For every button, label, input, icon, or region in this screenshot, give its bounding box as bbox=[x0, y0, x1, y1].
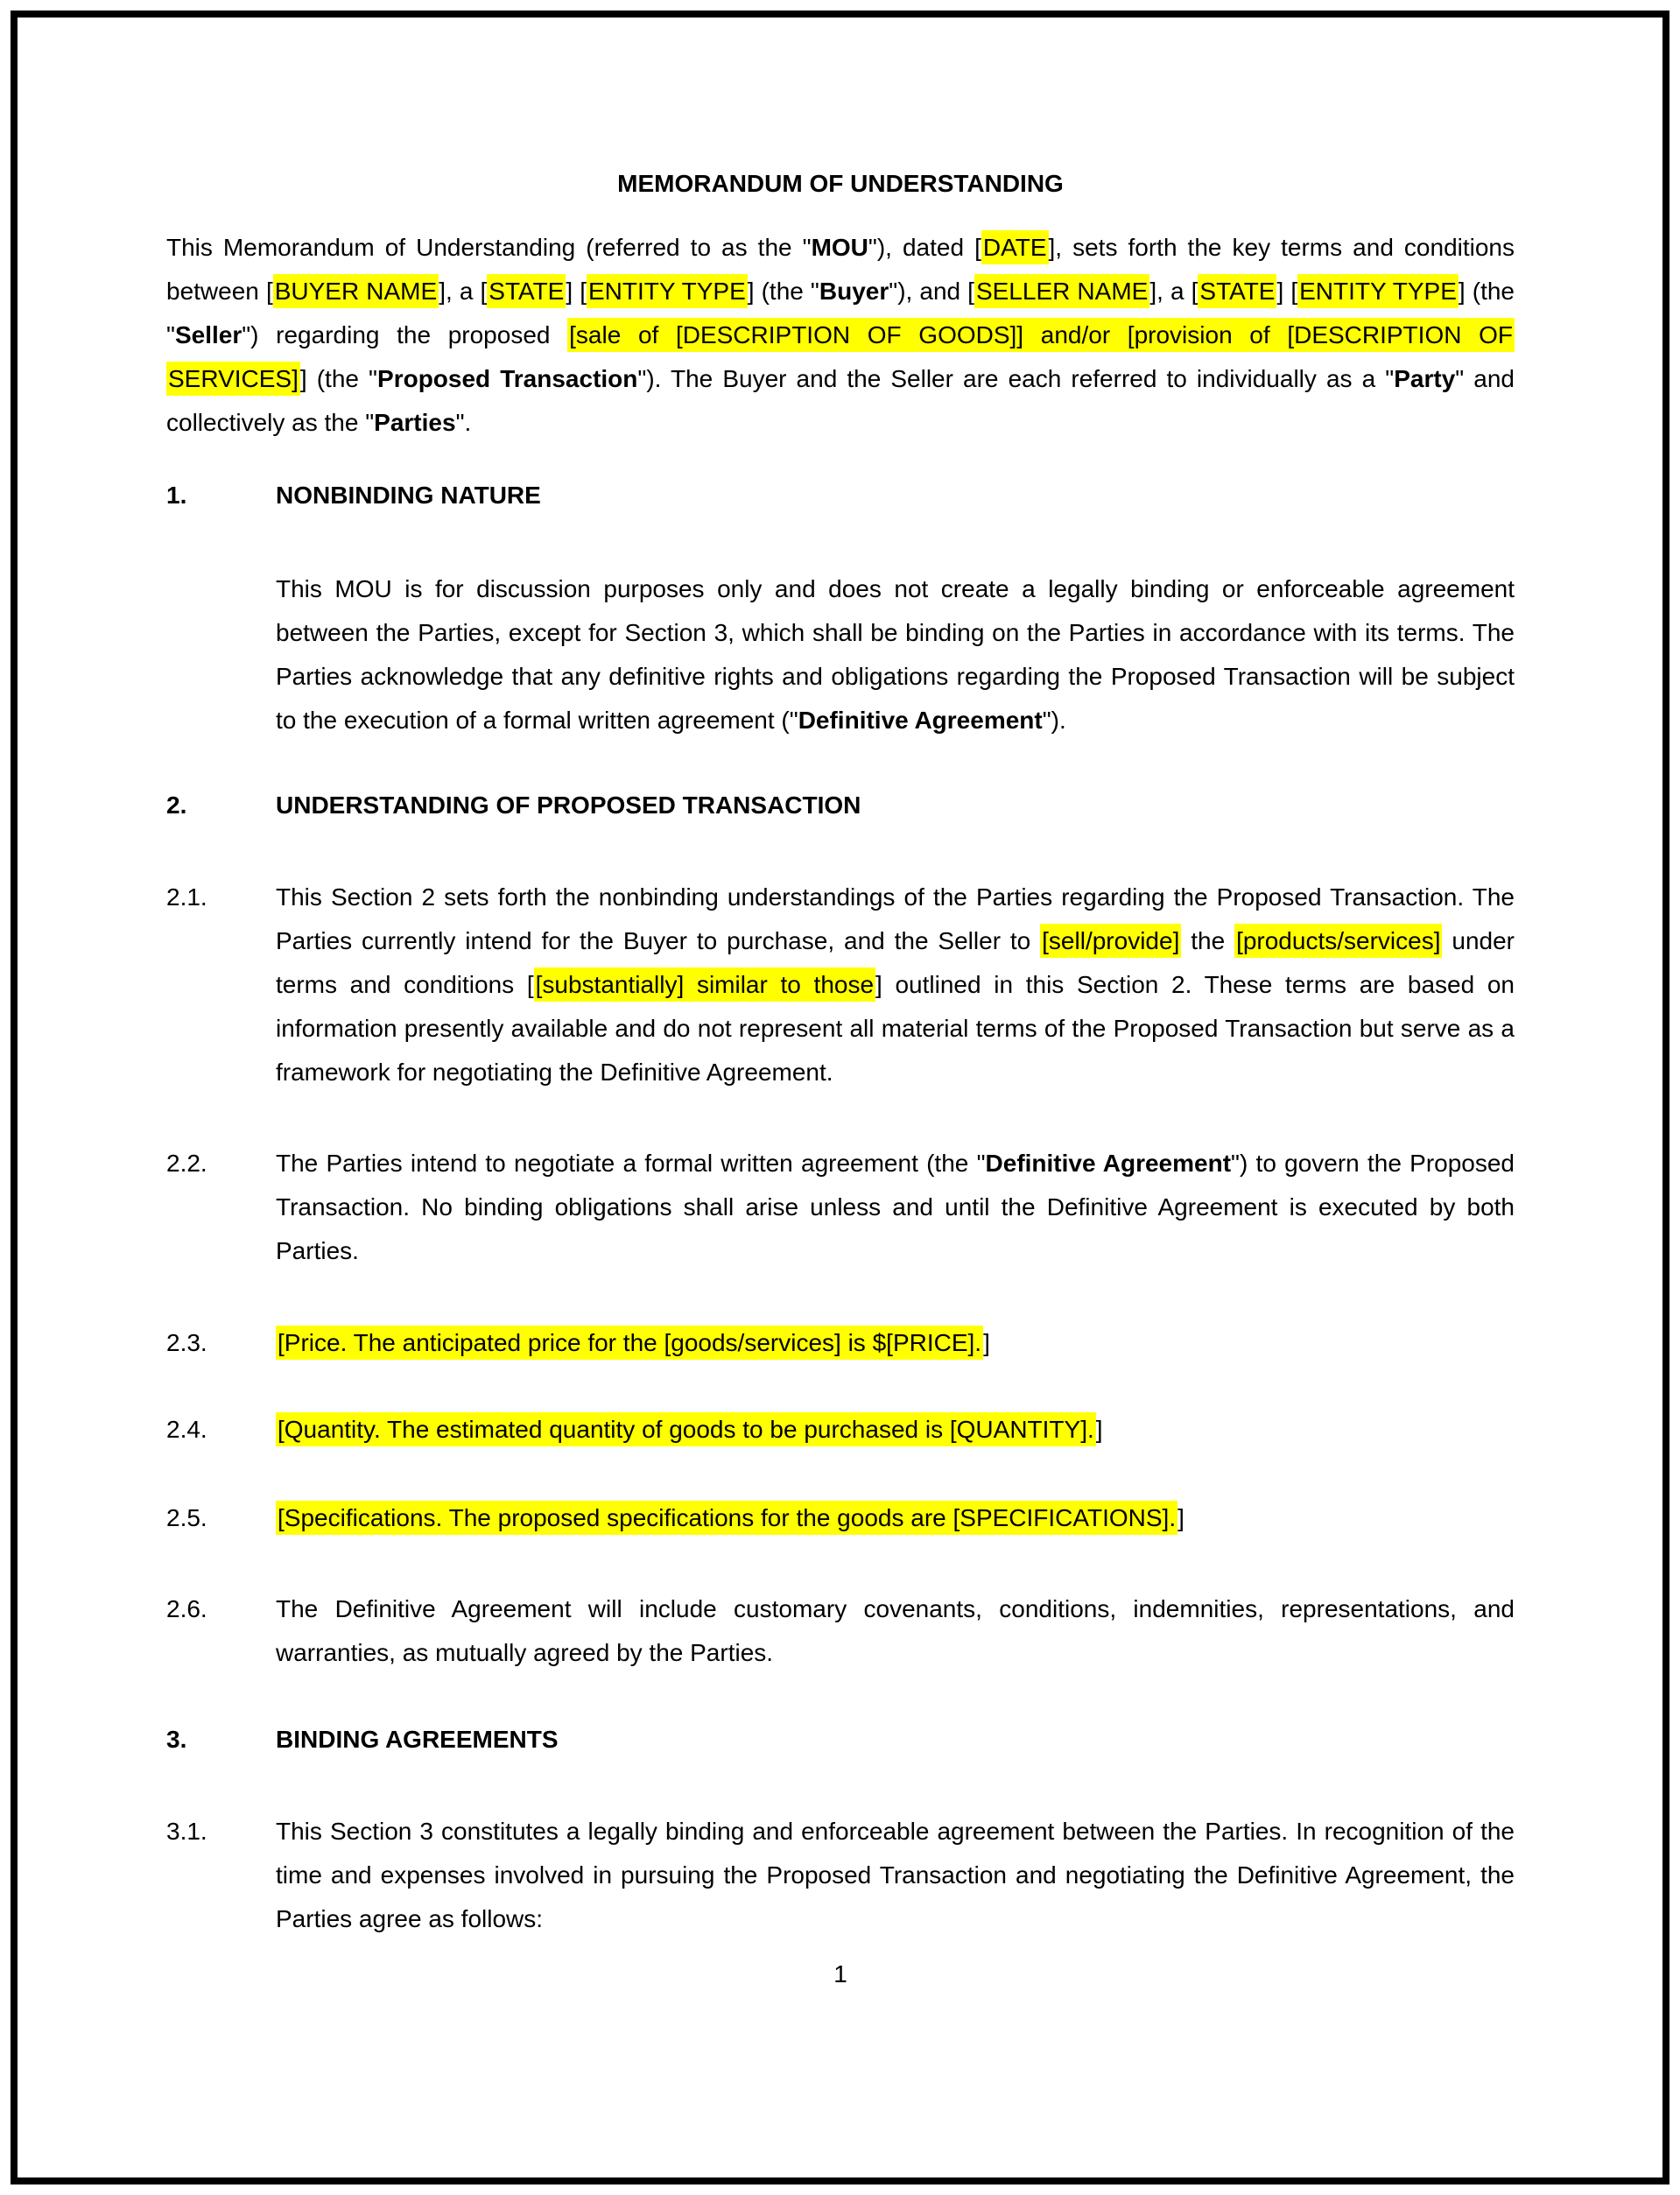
clause-2-1 bbox=[166, 876, 1515, 1094]
clause-number: 2.3. bbox=[166, 1329, 207, 1356]
section-number: 1. bbox=[166, 482, 187, 509]
section-title: BINDING AGREEMENTS bbox=[276, 1726, 559, 1753]
clause-2-2 bbox=[166, 1142, 1515, 1273]
clause-2-5 bbox=[166, 1496, 1515, 1540]
clause-text: [Specifications. The proposed specifications for the goods are [SPECIFICATIONS].] bbox=[276, 1496, 1515, 1540]
clause-text: The Definitive Agreement will include customary covenants, conditions, indemnities, representations, and warranties, as mutually agreed by the Parties. bbox=[276, 1595, 1515, 1666]
section-title: UNDERSTANDING OF PROPOSED TRANSACTION bbox=[276, 791, 861, 819]
clause-number: 2.6. bbox=[166, 1595, 207, 1622]
page-number: 1 bbox=[833, 1960, 847, 1987]
section-1-heading bbox=[166, 474, 1515, 517]
clause-1-body bbox=[166, 567, 1515, 742]
section-title: NONBINDING NATURE bbox=[276, 482, 541, 509]
clause-text: [Quantity. The estimated quantity of goods to be purchased is [QUANTITY].] bbox=[276, 1408, 1515, 1452]
clause-number: 2.5. bbox=[166, 1504, 207, 1531]
clause-text: The Parties intend to negotiate a formal written agreement (the "Definitive Agreement") to govern the Proposed Transaction. No binding obligations shall arise unless and until the Definitive Agreement is executed by both Parties. bbox=[276, 1150, 1515, 1264]
clause-number bbox=[166, 567, 276, 742]
document-page bbox=[166, 0, 1515, 1996]
clause-number: 3.1. bbox=[166, 1818, 207, 1845]
document-title: MEMORANDUM OF UNDERSTANDING bbox=[617, 170, 1064, 197]
clause-2-4 bbox=[166, 1408, 1515, 1452]
section-number: 3. bbox=[166, 1726, 187, 1753]
clause-text: This MOU is for discussion purposes only and does not create a legally binding or enforceable agreement between the Parties, except for Section 3, which shall be binding on the Parties in accordance with its terms. The Parties acknowledge that any definitive rights and obligations regarding the Proposed Transaction will be subject to the execution of a formal written agreement ("Definitive Agreement"). bbox=[276, 575, 1515, 734]
section-2-heading bbox=[166, 784, 1515, 827]
clause-number: 2.2. bbox=[166, 1150, 207, 1177]
intro-paragraph: This Memorandum of Understanding (referred to as the "MOU"), dated [DATE], sets forth the key terms and conditions between [BUYER NAME], a [STATE] [ENTITY TYPE] (the "Buyer"), and [SELLER NAME], a [STATE] [ENTITY TYPE] (the "Seller") regarding the proposed [sale of [DESCRIPTION OF GOODS]] and/or [provision of [DESCRIPTION OF SERVICES]] (the "Proposed Transaction"). The Buyer and the Seller are each referred to individually as a "Party" and collectively as the "Parties". bbox=[166, 226, 1515, 445]
clause-number: 2.1. bbox=[166, 883, 207, 911]
clause-text: This Section 3 constitutes a legally binding and enforceable agreement between the Parties. In recognition of the time and expenses involved in pursuing the Proposed Transaction and negotiating the Definitive Agreement, the Parties agree as follows: bbox=[276, 1818, 1515, 1932]
clause-text: This Section 2 sets forth the nonbinding understandings of the Parties regarding the Proposed Transaction. The Parties currently intend for the Buyer to purchase, and the Seller to [sell/provide] the [products/services] under terms and conditions [[substantially] similar to those] outlined in this Section 2. These terms are based on information presently available and do not represent all material terms of the Proposed Transaction but serve as a framework for negotiating the Definitive Agreement. bbox=[276, 883, 1515, 1086]
clause-2-3 bbox=[166, 1321, 1515, 1365]
clause-number: 2.4. bbox=[166, 1416, 207, 1443]
section-number: 2. bbox=[166, 791, 187, 819]
clause-3-1 bbox=[166, 1810, 1515, 1941]
section-3-heading bbox=[166, 1718, 1515, 1762]
clause-2-6 bbox=[166, 1587, 1515, 1675]
clause-text: [Price. The anticipated price for the [goods/services] is $[PRICE].] bbox=[276, 1321, 1515, 1365]
